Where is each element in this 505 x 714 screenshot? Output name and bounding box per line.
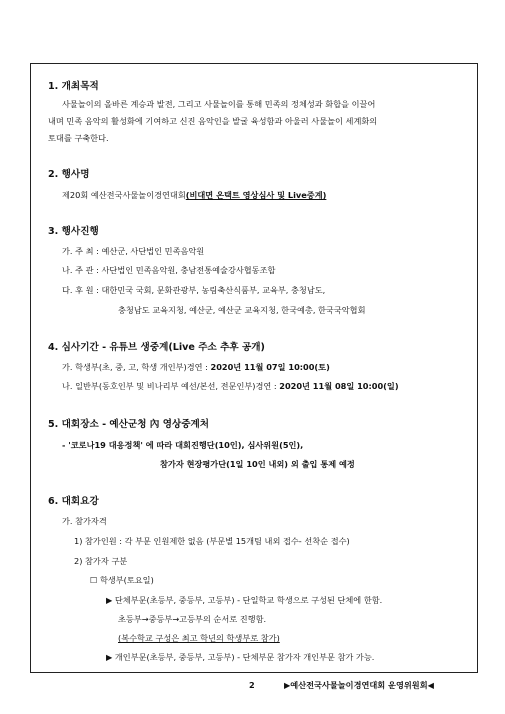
page-number: 2 xyxy=(249,680,255,690)
footer-organization: ▶예산전국사물놀이경연대회 운영위원회◀ xyxy=(284,680,434,690)
eligibility-count: 1) 참가인원 : 각 부문 인원제한 없음 (부문별 15개팀 내외 접수- 선착순 접수) xyxy=(74,536,350,546)
section-6-heading: 6. 대회요강 xyxy=(48,496,99,507)
host-line: 가. 주 최 : 예산군, 사단법인 민족음악원 xyxy=(62,246,205,256)
schedule-general xyxy=(62,381,399,392)
schedule-student-label: 가. 학생부(초, 중, 고, 학생 개인부)경연 : xyxy=(62,362,211,372)
event-name-main: 제20회 예산전국사물놀이경연대회 xyxy=(62,190,186,200)
student-division: ☐ 학생부(토요일) xyxy=(90,575,154,585)
section-3-heading: 3. 행사진행 xyxy=(48,226,99,237)
venue-note-line: - '코로나19 대응정책' 에 따라 대회진행단(10인), 심사위원(5인), xyxy=(62,440,304,450)
eligibility-categories: 2) 참가자 구분 xyxy=(74,556,128,566)
section-1-para-line: 사물놀이의 올바른 계승과 발전, 그리고 사물놀이를 통해 민족의 정체성과 화합을 이끌어 xyxy=(62,99,376,109)
group-section-note: (복수학교 구성은 최고 학년의 학생부로 참가) xyxy=(118,633,280,643)
section-1-para-line: 내며 민족 음악의 활성화에 기여하고 신진 음악인을 발굴 육성함과 아울러 사물놀이 세계화의 xyxy=(48,116,378,126)
section-1-para-line: 토대를 구축한다. xyxy=(48,133,109,143)
schedule-student xyxy=(62,362,330,373)
venue-note-line-cont: 참가자 현장평가단(1일 10인 내외) 외 출입 통제 예정 xyxy=(160,459,355,469)
section-1-heading: 1. 개최목적 xyxy=(48,81,99,92)
group-section-line: ▶ 단체부문(초등부, 중등부, 고등부) - 단일학교 학생으로 구성된 단체에 한함. xyxy=(106,595,383,605)
schedule-student-date: 2020년 11월 07일 10:00(토) xyxy=(210,362,330,372)
schedule-general-label: 나. 일반부(동호인부 및 비나리부 예선/본선, 전문인부)경연 : xyxy=(62,381,280,391)
section-5-heading: 5. 대회장소 - 예산군청 內 영상중계처 xyxy=(48,419,210,430)
schedule-general-date: 2020년 11월 08일 10:00(일) xyxy=(279,381,399,391)
event-name xyxy=(62,190,326,201)
eligibility-heading: 가. 참가자격 xyxy=(62,516,107,526)
sponsor-line: 다. 후 원 : 대한민국 국회, 문화관광부, 농림축산식품부, 교육부, 충청남도, xyxy=(62,285,326,295)
group-section-line-cont: 초등부→중등부→고등부의 순서로 진행함. xyxy=(118,614,267,624)
organizer-line: 나. 주 관 : 사단법인 민족음악원, 충남전통예술강사협동조합 xyxy=(62,265,276,275)
event-name-suffix: (비대면 온택트 영상심사 및 Live중계) xyxy=(185,190,327,200)
section-4-heading: 4. 심사기간 - 유튜브 생중계(Live 주소 추후 공개) xyxy=(48,342,265,353)
individual-section-line: ▶ 개인부문(초등부, 중등부, 고등부) - 단체부문 참가자 개인부문 참가 가능. xyxy=(106,652,375,662)
sponsor-line-cont: 충청남도 교육지청, 예산군, 예산군 교육지청, 한국예총, 한국국악협회 xyxy=(118,305,366,315)
section-2-heading: 2. 행사명 xyxy=(48,169,90,180)
